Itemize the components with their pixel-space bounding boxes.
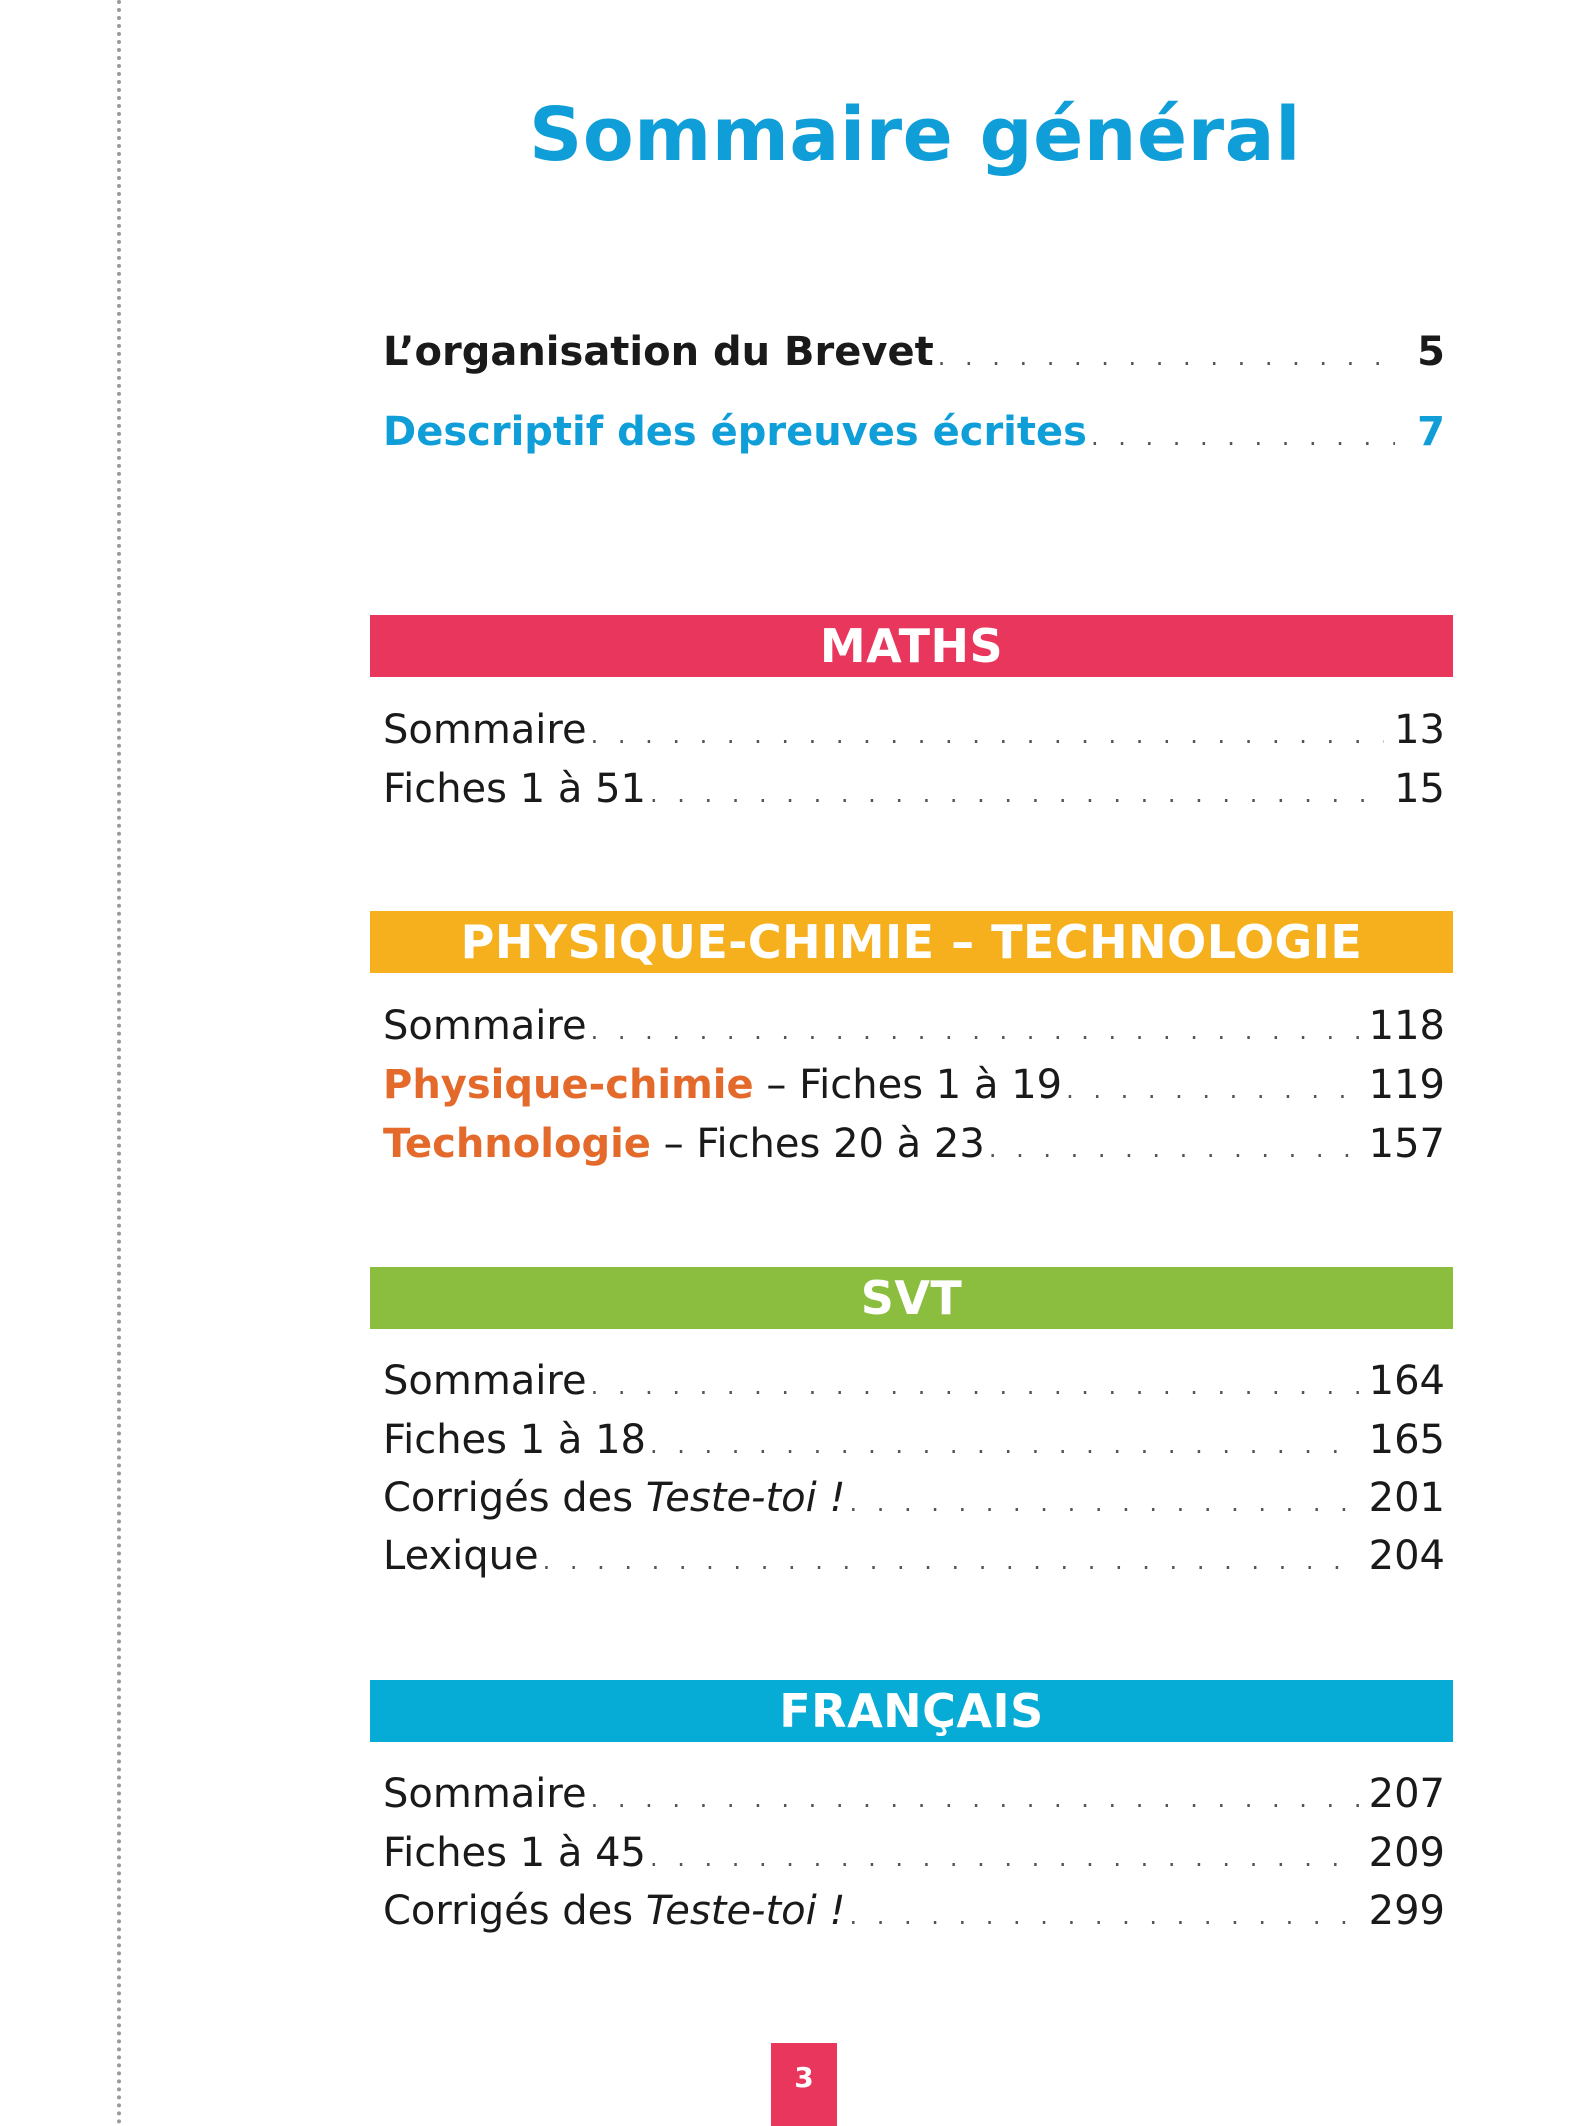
page-number-tab: 3 [771, 2043, 837, 2126]
toc-page-number: 118 [1368, 1003, 1445, 1049]
toc-entry-italic: Teste-toi ! [645, 1888, 846, 1934]
dot-leader [650, 780, 1384, 809]
section-header-svt: SVT [370, 1267, 1453, 1329]
toc-entry[interactable] [383, 1357, 1445, 1405]
dot-leader [1066, 1076, 1359, 1105]
toc-page-number: 207 [1368, 1771, 1445, 1817]
toc-page-number: 165 [1368, 1417, 1445, 1463]
toc-entry-italic: Teste-toi ! [645, 1475, 846, 1521]
section-header-maths: MATHS [370, 615, 1453, 677]
toc-page-number: 209 [1368, 1830, 1445, 1876]
dot-leader [591, 1785, 1359, 1814]
dot-leader [650, 1431, 1359, 1460]
toc-entry[interactable] [383, 1532, 1445, 1580]
toc-entry[interactable] [383, 1416, 1445, 1464]
toc-entry-label: Sommaire [383, 1003, 587, 1049]
dot-leader [1091, 423, 1395, 452]
toc-entry-descriptif[interactable] [383, 408, 1445, 456]
toc-entry-label: Corrigés des [383, 1888, 646, 1934]
toc-entry-highlight: Physique-chimie [383, 1062, 754, 1108]
toc-entry[interactable] [383, 1829, 1445, 1877]
toc-entry-organisation[interactable] [383, 328, 1445, 376]
dot-leader [650, 1844, 1359, 1873]
toc-entry-label: – Fiches 1 à 19 [753, 1062, 1063, 1108]
dot-leader [591, 1017, 1359, 1046]
margin-dotted-line [117, 0, 121, 2126]
section-header-francais: FRANÇAIS [370, 1680, 1453, 1742]
toc-entry-label: Lexique [383, 1533, 539, 1579]
toc-page-number: 7 [1417, 409, 1445, 455]
toc-entry-label: – Fiches 20 à 23 [650, 1121, 985, 1167]
toc-entry[interactable] [383, 1770, 1445, 1818]
toc-entry-label: Sommaire [383, 1771, 587, 1817]
toc-page-number: 204 [1368, 1533, 1445, 1579]
dot-leader [850, 1902, 1359, 1931]
dot-leader [591, 1372, 1359, 1401]
toc-page-number: 15 [1394, 766, 1445, 812]
toc-page-number: 164 [1368, 1358, 1445, 1404]
toc-entry[interactable] [383, 1474, 1445, 1522]
dot-leader [591, 721, 1385, 750]
toc-entry-label: Corrigés des [383, 1475, 646, 1521]
toc-entry[interactable] [383, 1002, 1445, 1050]
toc-entry-label: Fiches 1 à 18 [383, 1417, 647, 1463]
toc-entry-label: Descriptif des épreuves écrites [383, 409, 1087, 455]
dot-leader [543, 1547, 1359, 1576]
toc-entry-label: Fiches 1 à 45 [383, 1830, 647, 1876]
toc-entry[interactable] [383, 706, 1445, 754]
toc-entry[interactable] [383, 1120, 1445, 1168]
toc-entry-label: Fiches 1 à 51 [383, 766, 647, 812]
toc-page-number: 157 [1368, 1121, 1445, 1167]
page-title: Sommaire général [529, 92, 1301, 178]
toc-entry-highlight: Technologie [383, 1121, 651, 1167]
toc-entry[interactable] [383, 1061, 1445, 1109]
toc-page-number: 201 [1368, 1475, 1445, 1521]
dot-leader [938, 343, 1395, 372]
toc-entry[interactable] [383, 1887, 1445, 1935]
toc-page-number: 299 [1368, 1888, 1445, 1934]
dot-leader [850, 1489, 1359, 1518]
toc-page-number: 119 [1368, 1062, 1445, 1108]
section-header-physique-chimie: PHYSIQUE-CHIMIE – TECHNOLOGIE [370, 911, 1453, 973]
toc-page-number: 5 [1417, 329, 1445, 375]
toc-entry-label: Sommaire [383, 707, 587, 753]
dot-leader [989, 1135, 1359, 1164]
toc-entry[interactable] [383, 765, 1445, 813]
toc-page-number: 13 [1394, 707, 1445, 753]
toc-entry-label: Sommaire [383, 1358, 587, 1404]
toc-entry-label: L’organisation du Brevet [383, 329, 934, 375]
